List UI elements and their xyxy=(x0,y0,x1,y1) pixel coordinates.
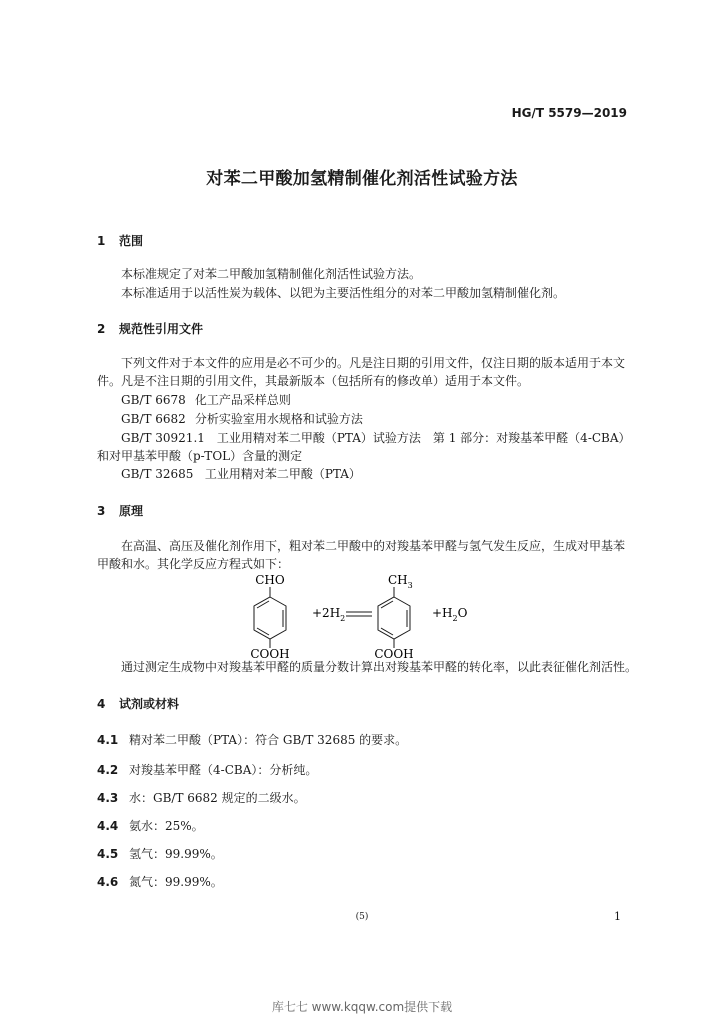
page-number: 1 xyxy=(614,910,621,923)
water-oxygen: O xyxy=(457,606,468,620)
reference-title: 工业用精对苯二甲酸（PTA）试验方法 第 1 部分：对羧基苯甲醛（4-CBA） xyxy=(216,431,631,445)
reagent-text: 水：GB/T 6682 规定的二级水。 xyxy=(129,791,306,805)
reagent-text: 氨水：25%。 xyxy=(129,819,204,833)
methyl-symbol: CH xyxy=(388,573,408,587)
reagent-text: 氢气：99.99%。 xyxy=(129,847,223,861)
reference-title: 分析实验室用水规格和试验方法 xyxy=(194,412,363,426)
reference-title: 工业用精对苯二甲酸（PTA） xyxy=(204,467,361,481)
section-heading-3 xyxy=(97,502,143,519)
hydrogen-term xyxy=(312,606,345,623)
section-number: 1 xyxy=(97,234,106,248)
principle-paragraph-1: 在高温、高压及催化剂作用下，粗对苯二甲酸中的对羧基苯甲醛与氢气发生反应，生成对甲基苯甲酸和水。其化学反应方程式如下： xyxy=(97,539,626,571)
equals-sign-icon xyxy=(346,612,372,616)
reactant-aldehyde-group: CHO xyxy=(255,573,285,587)
reagent-item xyxy=(97,789,306,806)
reagent-item xyxy=(97,731,407,748)
reagent-number: 4.2 xyxy=(97,763,119,777)
page-mark: (5) xyxy=(355,912,369,922)
reagent-number: 4.1 xyxy=(97,733,119,747)
water-term xyxy=(432,606,468,623)
reagent-text: 氮气：99.99%。 xyxy=(129,875,223,889)
reagent-text: 对羧基苯甲醛（4-CBA）：分析纯。 xyxy=(129,763,318,777)
reference-item-continuation xyxy=(97,447,302,464)
section-heading-1 xyxy=(97,232,143,249)
section-number: 4 xyxy=(97,697,106,711)
reference-item xyxy=(121,465,361,482)
section-number: 3 xyxy=(97,504,106,518)
reference-code: GB/T 6682 xyxy=(121,412,186,426)
methyl-subscript: 3 xyxy=(407,581,413,590)
reactant-carboxyl-group: COOH xyxy=(250,647,290,660)
references-intro: 下列文件对于本文件的应用是必不可少的。凡是注日期的引用文件，仅注日期的版本适用于本文件。凡是不注日期的引用文件，其最新版本（包括所有的修改单）适用于本文件。 xyxy=(97,356,626,388)
hydrogen-coefficient: +2H xyxy=(312,606,341,620)
reagent-item xyxy=(97,817,204,834)
reference-item xyxy=(121,429,631,446)
water-subscript: 2 xyxy=(452,614,458,623)
principle-paragraph-2: 通过测定生成物中对羧基苯甲醛的质量分数计算出对羧基苯甲醛的转化率，以此表征催化剂活性。 xyxy=(121,660,638,674)
reference-item xyxy=(121,410,363,427)
section-title: 试剂或材料 xyxy=(119,697,180,711)
product-methyl-group xyxy=(388,573,413,590)
reagent-text: 精对苯二甲酸（PTA）：符合 GB/T 32685 的要求。 xyxy=(129,733,408,747)
reagent-number: 4.6 xyxy=(97,875,119,889)
section-title: 规范性引用文件 xyxy=(119,322,204,336)
section-title: 原理 xyxy=(119,504,144,518)
section-heading-4 xyxy=(97,695,179,712)
document-title: 对苯二甲酸加氢精制催化剂活性试验方法 xyxy=(206,169,518,189)
benzene-ring-icon xyxy=(378,587,410,648)
reference-code: GB/T 30921.1 xyxy=(121,431,205,445)
reagent-number: 4.3 xyxy=(97,791,119,805)
reaction-equation xyxy=(220,570,520,660)
water-hydrogen: +H xyxy=(432,606,453,620)
reference-item xyxy=(121,391,291,408)
reference-title: 和对甲基苯甲酸（p-TOL）含量的测定 xyxy=(97,449,303,463)
scope-paragraph-2: 本标准适用于以活性炭为载体、以钯为主要活性组分的对苯二甲酸加氢精制催化剂。 xyxy=(121,286,566,300)
standard-code: HG/T 5579—2019 xyxy=(511,106,627,120)
reference-code: GB/T 32685 xyxy=(121,467,194,481)
reagent-number: 4.4 xyxy=(97,819,119,833)
section-title: 范围 xyxy=(119,234,144,248)
reagent-item xyxy=(97,761,317,778)
reference-code: GB/T 6678 xyxy=(121,393,186,407)
benzene-ring-icon xyxy=(254,587,286,648)
section-heading-2 xyxy=(97,320,203,337)
reagent-number: 4.5 xyxy=(97,847,119,861)
hydrogen-subscript: 2 xyxy=(340,614,346,623)
watermark: 库七七 www.kqqw.com提供下载 xyxy=(271,1000,453,1014)
reagent-item xyxy=(97,873,223,890)
product-carboxyl-group: COOH xyxy=(374,647,414,660)
section-number: 2 xyxy=(97,322,106,336)
reference-title: 化工产品采样总则 xyxy=(194,393,291,407)
reagent-item xyxy=(97,845,223,862)
scope-paragraph-1: 本标准规定了对苯二甲酸加氢精制催化剂活性试验方法。 xyxy=(121,267,422,281)
